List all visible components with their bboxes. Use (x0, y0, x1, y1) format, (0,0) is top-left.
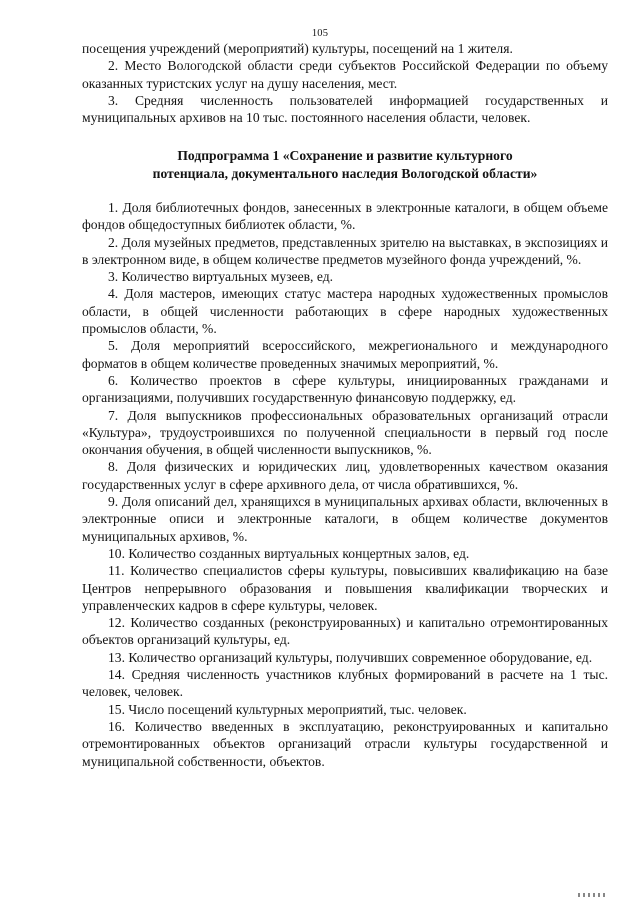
indicator-item: 3. Количество виртуальных музеев, ед. (108, 269, 334, 285)
indicator-item: 15. Число посещений культурных мероприятий, тыс. человек. (108, 701, 467, 717)
indicator-list (82, 199, 608, 770)
intro-section (82, 40, 608, 126)
intro-paragraph: посещения учреждений (мероприятий) культуры, посещений на 1 жителя. (82, 41, 513, 56)
indicator-item: 6. Количество проектов в сфере культуры, инициированных гражданами и организациями, получивших государственную финансовую поддержку, ед. (82, 372, 608, 406)
subprogram-heading (82, 147, 608, 182)
page-number: 105 (311, 28, 329, 39)
indicator-item: 9. Доля описаний дел, хранящихся в муниципальных архивах области, включенных в электронные описи и электронные каталоги, в общем количестве документов муниципальных архивов, %. (82, 494, 608, 544)
indicator-item: 5. Доля мероприятий всероссийского, межрегионального и международного форматов в общем количестве проведенных значимых мероприятий, %. (82, 338, 608, 371)
indicator-item: 4. Доля мастеров, имеющих статус мастера народных художественных промыслов области, в общей численности работающих в сфере народных художественных промыслов области, %. (82, 286, 608, 337)
indicator-item: 16. Количество введенных в эксплуатацию, реконструированных и капитально отремонтированных объектов организаций отрасли культуры государственной и муниципальной собственности, объектов. (82, 718, 608, 769)
subprogram-heading-line: Подпрограмма 1 «Сохранение и развитие культурного (177, 148, 513, 163)
intro-paragraph: 2. Место Вологодской области среди субъектов Российской Федерации по объему оказанных туристских услуг на душу населения, мест. (82, 58, 608, 91)
indicator-item: 2. Доля музейных предметов, представленных зрителю на выставках, в экспозициях и в электронном виде, в общем количестве предметов музейного фонда учреждений, %. (82, 234, 608, 267)
indicator-item: 12. Количество созданных (реконструированных) и капитально отремонтированных объектов организаций культуры, ед. (82, 615, 608, 648)
indicator-item: 11. Количество специалистов сферы культуры, повысивших квалификацию на базе Центров непрерывного образования и повышения квалификации творческих и управленческих кадров в сфере культуры, человек. (82, 563, 608, 613)
intro-paragraph: 3. Средняя численность пользователей информацией государственных и муниципальных архивов на 10 тыс. постоянного населения области, человек. (82, 92, 608, 126)
indicator-item: 1. Доля библиотечных фондов, занесенных в электронные каталоги, в общем объеме фондов общедоступных библиотек области, %. (82, 200, 608, 233)
indicator-item: 7. Доля выпускников профессиональных образовательных организаций отрасли «Культура», трудоустроившихся по полученной специальности в первый год после окончания обучения, в общей численности выпускников, %. (82, 407, 608, 458)
indicator-item: 8. Доля физических и юридических лиц, удовлетворенных качеством оказания государственных услуг в сфере архивного дела, от числа обратившихся, %. (82, 459, 608, 492)
indicator-item: 10. Количество созданных виртуальных концертных залов, ед. (108, 545, 470, 561)
subprogram-heading-line: потенциала, документального наследия Вологодской области» (152, 165, 538, 181)
indicator-item: 13. Количество организаций культуры, получивших современное оборудование, ед. (108, 649, 593, 665)
indicator-item: 14. Средняя численность участников клубных формирований в расчете на 1 тыс. человек, человек. (82, 667, 608, 700)
scan-artifact-mark (578, 893, 606, 897)
